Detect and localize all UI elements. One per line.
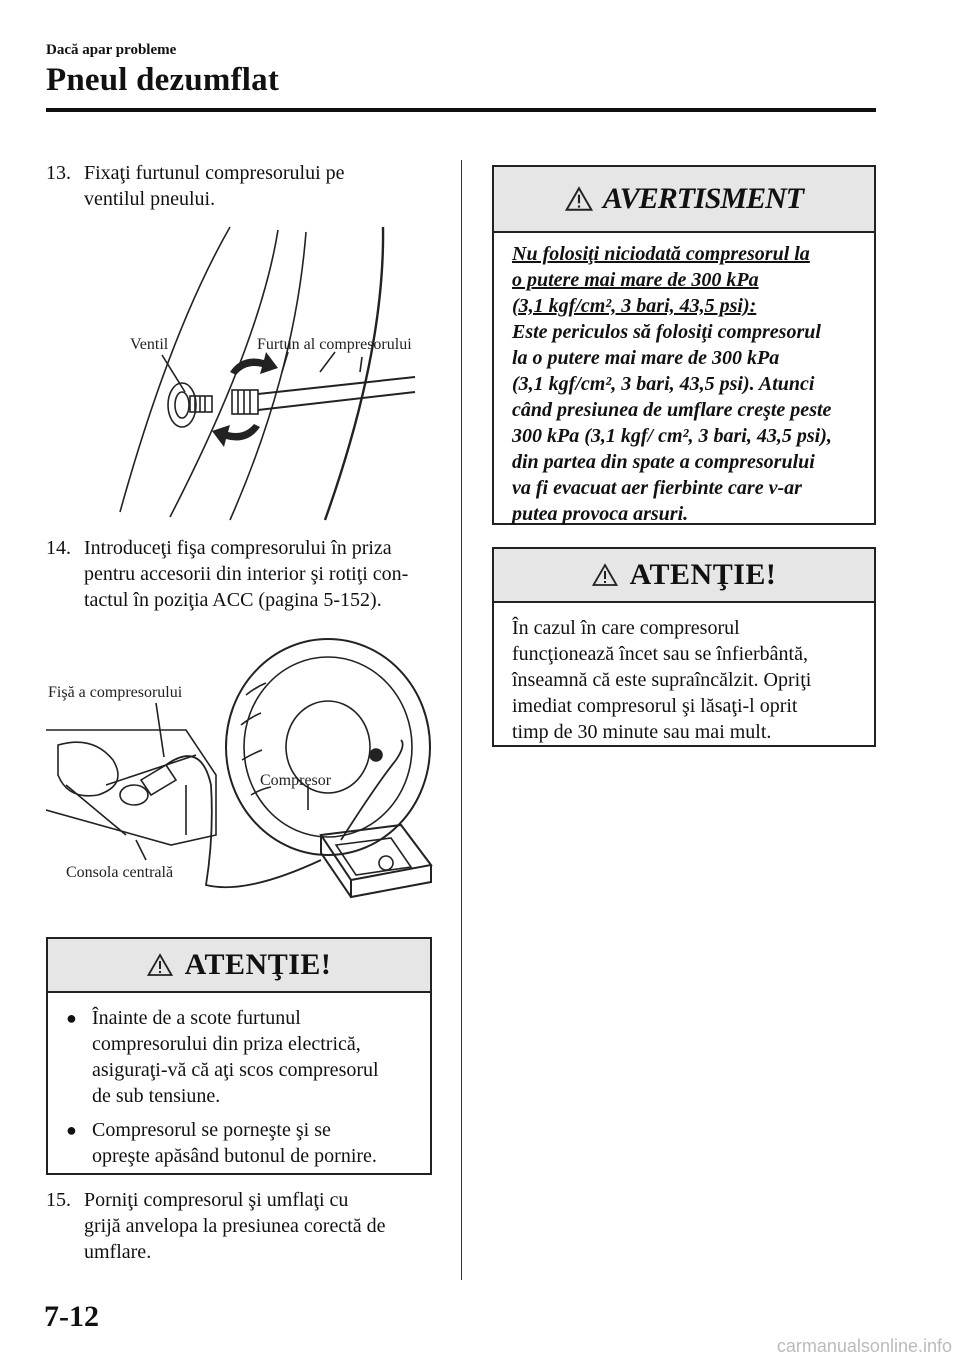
warning-line: o putere mai mare de 300 kPa [512, 269, 759, 291]
label-plug: Fişă a compresorului [48, 684, 183, 701]
caution-header [494, 549, 874, 603]
caution-header [48, 939, 430, 993]
bullet-text: compresorului din priza electrică, [92, 1033, 361, 1055]
bullet-text: opreşte apăsând butonul de pornire. [92, 1145, 377, 1167]
step-text: tactul în poziţia ACC (pagina 5-152). [84, 589, 382, 611]
warning-line: Este periculos să folosiţi compresorul [512, 321, 821, 343]
bullet-dot-icon: ● [66, 1120, 77, 1140]
valve-hose-illustration [110, 222, 440, 522]
warning-triangle-icon [592, 563, 618, 587]
step-15 [46, 1187, 456, 1265]
step-text: ventilul pneului. [84, 188, 216, 210]
warning-line: din partea din spate a compresorului [512, 451, 815, 473]
header-rule [46, 108, 876, 112]
warning-line: putea provoca arsuri. [512, 503, 689, 525]
section-label: Dacă apar probleme [46, 42, 177, 58]
caution-bullet [66, 1117, 414, 1169]
step-text: Introduceţi fişa compresorului în priza [84, 537, 392, 559]
caution-bullet [66, 1005, 414, 1109]
caution-line: funcţionează încet sau se înfierbântă, [512, 643, 808, 665]
warning-triangle-icon [565, 186, 593, 212]
step-text: Fixaţi furtunul compresorului pe [84, 162, 345, 184]
bullet-text: Înainte de a scote furtunul [92, 1007, 301, 1029]
step-13 [46, 160, 446, 212]
warning-triangle-icon [147, 953, 173, 977]
bullet-text: Compresorul se porneşte şi se [92, 1119, 331, 1141]
step-text: umflare. [84, 1241, 152, 1263]
warning-title: AVERTISMENT [602, 182, 804, 215]
compressor-illustration [46, 635, 446, 905]
page-title: Pneul dezumflat [46, 62, 280, 98]
caution-title: ATENŢIE! [184, 948, 332, 981]
caution-title: ATENŢIE! [629, 558, 777, 591]
warning-line: (3,1 kgf/cm², 3 bari, 43,5 psi). Atunci [512, 373, 815, 395]
step-14 [46, 535, 456, 613]
column-divider [461, 160, 462, 1280]
step-number: 14. [46, 537, 71, 559]
warning-line: 300 kPa (3,1 kgf/ cm², 3 bari, 43,5 psi), [512, 425, 832, 447]
step-number: 13. [46, 162, 71, 184]
label-valve: Ventil [130, 336, 169, 353]
label-compressor: Compresor [260, 772, 332, 789]
warning-line: (3,1 kgf/cm², 3 bari, 43,5 psi): [512, 295, 757, 317]
label-hose: Furtun al compresorului [257, 336, 412, 353]
caution-line: În cazul în care compresorul [512, 617, 740, 639]
caution-line: imediat compresorul şi lăsaţi-l oprit [512, 695, 798, 717]
watermark: carmanualsonline.info [776, 1336, 952, 1356]
step-text: pentru accesorii din interior şi rotiţi con- [84, 563, 409, 585]
caution-box-1 [46, 937, 432, 1175]
bullet-text: de sub tensiune. [92, 1085, 221, 1107]
warning-line: Nu folosiţi niciodată compresorul la [512, 243, 810, 265]
bullet-text: asiguraţi-vă că aţi scos compresorul [92, 1059, 379, 1081]
warning-line: când presiunea de umflare creşte peste [512, 399, 832, 421]
step-text: grijă anvelopa la presiunea corectă de [84, 1215, 386, 1237]
warning-line: la o putere mai mare de 300 kPa [512, 347, 780, 369]
page-number: 7-12 [44, 1300, 99, 1333]
warning-box [492, 165, 876, 525]
caution-box-2 [492, 547, 876, 747]
caution-line: timp de 30 minute sau mai mult. [512, 721, 772, 743]
label-console: Consola centrală [66, 864, 174, 881]
caution-line: înseamnă că este supraîncălzit. Opriţi [512, 669, 812, 691]
warning-header [494, 167, 874, 233]
step-number: 15. [46, 1189, 71, 1211]
warning-line: va fi evacuat aer fierbinte care v-ar [512, 477, 802, 499]
step-text: Porniţi compresorul şi umflaţi cu [84, 1189, 349, 1211]
bullet-dot-icon: ● [66, 1008, 77, 1028]
